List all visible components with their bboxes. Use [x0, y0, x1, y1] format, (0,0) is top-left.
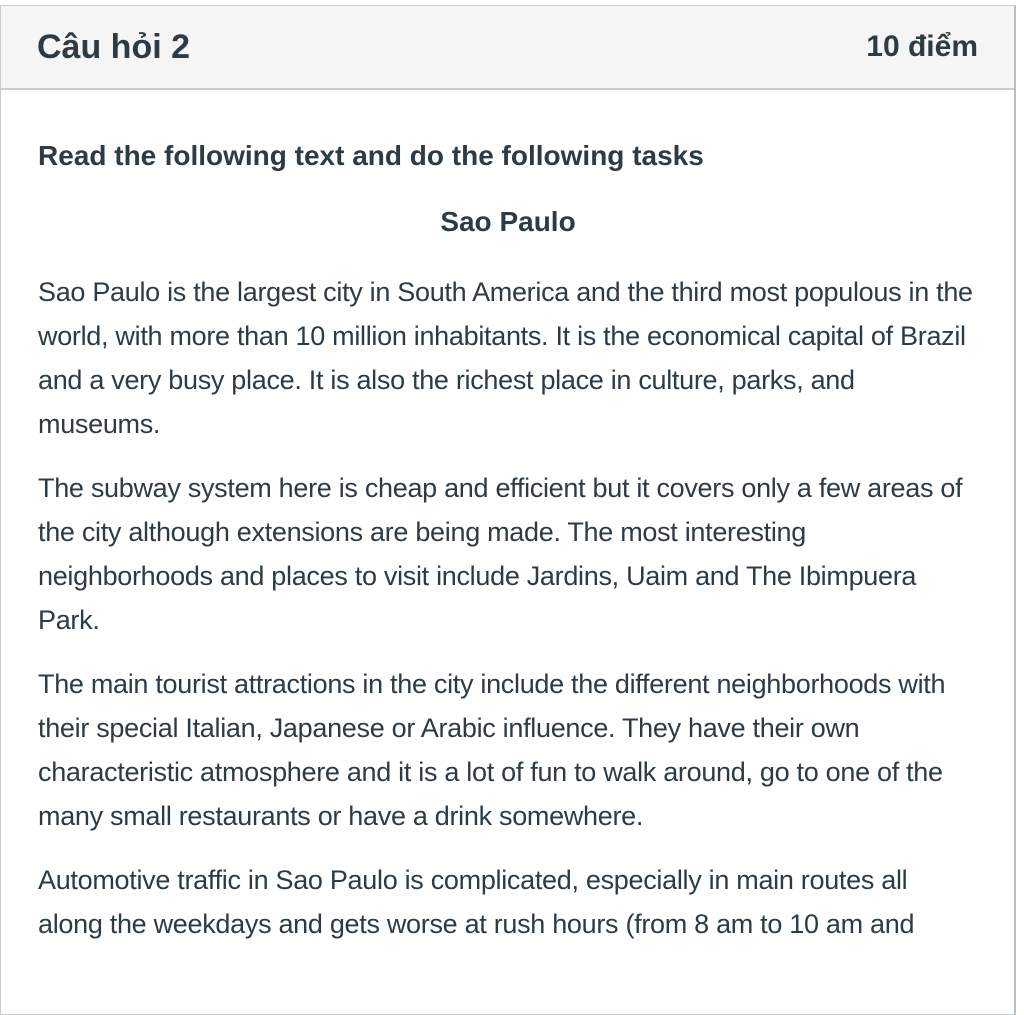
passage-paragraph: The subway system here is cheap and efficient but it covers only a few areas of the city although extensions are being made. The most interesting neighborhoods and places to visit include Jardins, Uaim and The Ibimpuera Park.: [38, 473, 963, 635]
question-title: Câu hỏi 2: [37, 27, 191, 66]
passage-paragraph: The main tourist attractions in the city include the different neighborhoods with their special Italian, Japanese or Arabic influence. They have their own characteristic atmosphere and it is a lot of fun to walk around, go to one of the many small restaurants or have a drink somewhere.: [38, 669, 946, 831]
question-points: 10 điểm: [866, 30, 978, 63]
question-instruction: Read the following text and do the following tasks: [38, 140, 704, 171]
question-header: [1, 6, 1014, 90]
passage-paragraph: Sao Paulo is the largest city in South America and the third most populous in the world, with more than 10 million inhabitants. It is the economical capital of Brazil and a very busy place. It is also the richest place in culture, parks, and museums.: [38, 277, 973, 439]
question-card: [0, 5, 1016, 1015]
passage-paragraph: Automotive traffic in Sao Paulo is complicated, especially in main routes all along the weekdays and gets worse at rush hours (from 8 am to 10 am and: [38, 865, 915, 939]
passage-title: Sao Paulo: [440, 206, 576, 237]
question-body: [1, 90, 1014, 946]
